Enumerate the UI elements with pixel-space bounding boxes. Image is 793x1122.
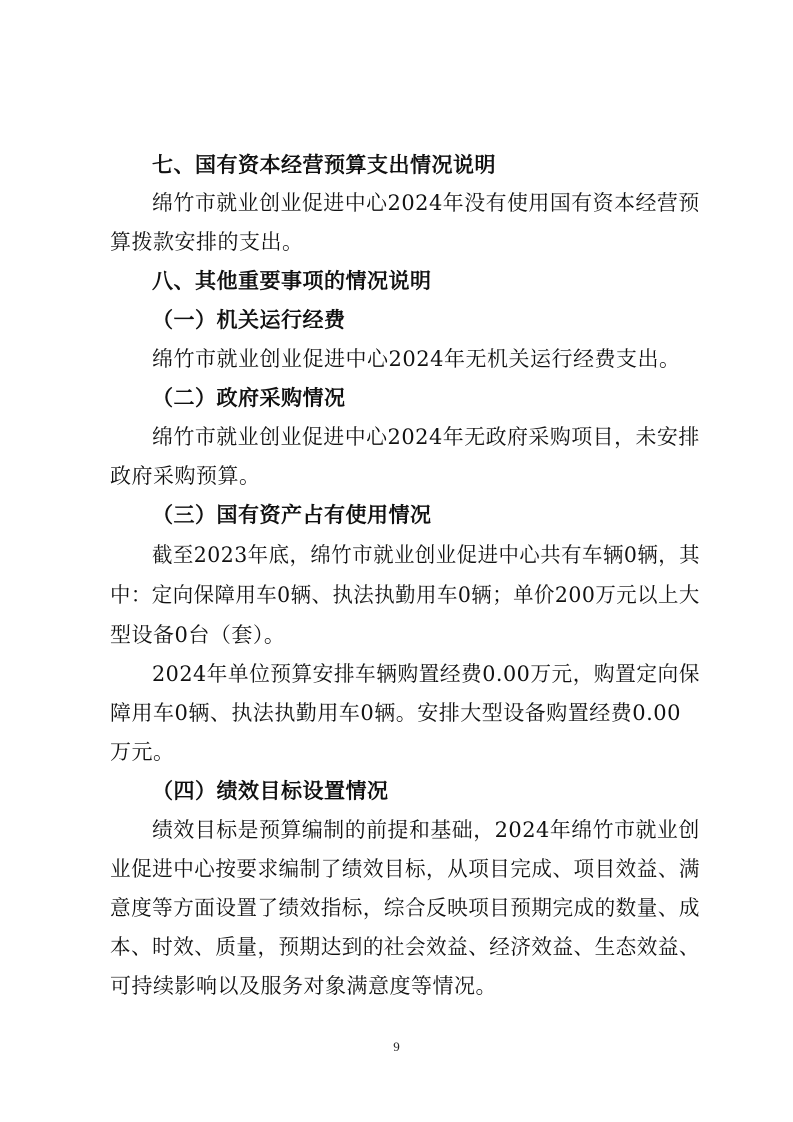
subsection-2-heading: （二）政府采购情况: [152, 386, 346, 410]
subsection-2-line-2: 政府采购预算。: [110, 464, 261, 488]
subsection-4-line-3: 意度等方面设置了绩效指标，综合反映项目预期完成的数量、成: [110, 896, 700, 920]
subsection-3-paragraph-1-line-2: 中：定向保障用车0辆、执法执勤用车0辆；单价200万元以上大: [110, 583, 700, 607]
section-7-heading: 七、国有资本经营预算支出情况说明: [152, 153, 496, 177]
section-7-paragraph-line-1: 绵竹市就业创业促进中心2024年没有使用国有资本经营预: [152, 191, 700, 215]
subsection-4-line-2: 业促进中心按要求编制了绩效目标，从项目完成、项目效益、满: [110, 857, 700, 881]
subsection-1-heading: （一）机关运行经费: [152, 308, 346, 332]
subsection-4-line-5: 可持续影响以及服务对象满意度等情况。: [110, 974, 497, 998]
subsection-4-line-1: 绩效目标是预算编制的前提和基础，2024年绵竹市就业创: [152, 818, 700, 842]
subsection-3-paragraph-2-line-1: 2024年单位预算安排车辆购置经费0.00万元，购置定向保: [152, 662, 700, 686]
subsection-3-paragraph-2-line-3: 万元。: [110, 740, 175, 764]
subsection-4-line-4: 本、时效、质量，预期达到的社会效益、经济效益、生态效益、: [110, 935, 700, 959]
subsection-3-paragraph-2-line-2: 障用车0辆、执法执勤用车0辆。安排大型设备购置经费0.00: [110, 701, 681, 725]
page-number: 9: [393, 1039, 400, 1054]
section-8-heading: 八、其他重要事项的情况说明: [152, 269, 432, 293]
subsection-4-heading: （四）绩效目标设置情况: [152, 779, 389, 803]
section-7-paragraph-line-2: 算拨款安排的支出。: [110, 230, 304, 254]
subsection-1-line-1: 绵竹市就业创业促进中心2024年无机关运行经费支出。: [152, 347, 681, 371]
subsection-3-heading: （三）国有资产占有使用情况: [152, 503, 432, 527]
subsection-2-line-1: 绵竹市就业创业促进中心2024年无政府采购项目，未安排: [152, 425, 700, 449]
subsection-3-paragraph-1-line-1: 截至2023年底，绵竹市就业创业促进中心共有车辆0辆，其: [152, 543, 701, 567]
subsection-3-paragraph-1-line-3: 型设备0台（套）。: [110, 623, 286, 647]
